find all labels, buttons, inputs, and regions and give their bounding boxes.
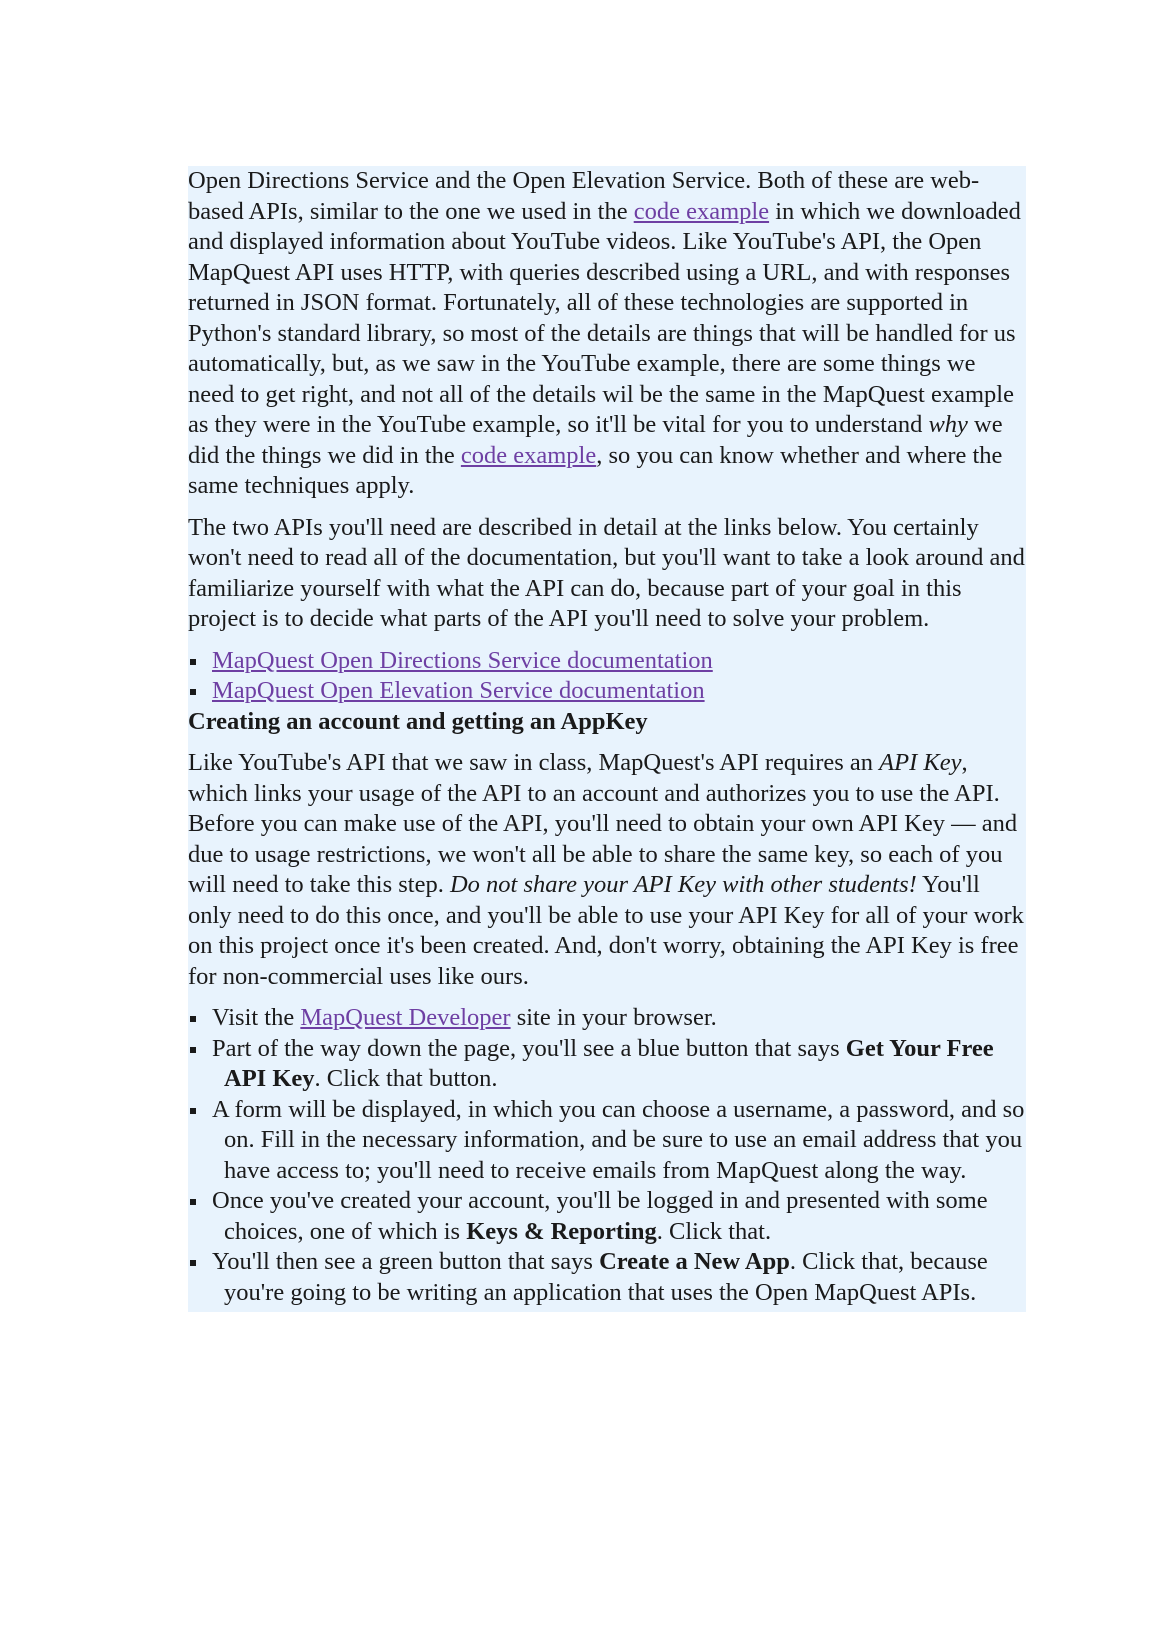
appkey-text-1: Like YouTube's API that we saw in class, MapQuest's API requires an <box>188 749 880 776</box>
document-body <box>188 166 1026 1312</box>
appkey-emphasis-api-key: API Key <box>879 749 962 776</box>
code-example-link-1[interactable]: code example <box>633 197 770 225</box>
directions-doc-link[interactable]: MapQuest Open Directions Service documentation <box>212 646 713 674</box>
appkey-warning: Do not share your API Key with other students! <box>449 871 917 898</box>
appkey-text-3: You'll only need to do this once, and you'll be able to use your API Key for all of your work on this project once it's been created. And, don't worry, obtaining the API Key is free for non-commercial uses like ours. <box>188 871 1024 990</box>
intro-text-4: , so you can know whether and where the same techniques apply. <box>188 441 1003 499</box>
section-heading: Creating an account and getting an AppKey <box>188 707 648 735</box>
list-item <box>188 676 1026 707</box>
intro-paragraph <box>188 166 1026 502</box>
list-item: A form will be displayed, in which you can choose a username, a password, and so on. Fill in the necessary information, and be sure to use an email address that you have access to; you'll need to receive emails from MapQuest along the way. <box>188 1095 1026 1187</box>
get-free-key-label: Get Your Free API Key <box>224 1034 994 1092</box>
list-item: Visit the MapQuest Developer site in your browser. <box>188 1003 1026 1034</box>
mapquest-developer-link[interactable]: MapQuest Developer <box>300 1004 511 1031</box>
keys-reporting-label: Keys & Reporting <box>466 1217 657 1245</box>
intro-text-3: we did the things we did in the <box>188 411 1003 469</box>
steps-list <box>188 1003 1026 1308</box>
square-bullet-icon <box>190 1199 196 1205</box>
square-bullet-icon <box>190 1108 196 1114</box>
square-bullet-icon <box>190 1260 196 1266</box>
code-example-link-2[interactable]: code example <box>460 441 597 469</box>
square-bullet-icon <box>190 1016 196 1022</box>
create-new-app-label: Create a New App <box>599 1248 790 1275</box>
elevation-doc-link[interactable]: MapQuest Open Elevation Service documentation <box>212 677 705 704</box>
appkey-paragraph <box>188 748 1026 992</box>
intro-emphasis-why: why <box>928 411 968 438</box>
intro-text-2: in which we downloaded and displayed information about YouTube videos. Like YouTube's API, the Open MapQuest API uses HTTP, with queries described using a URL, and with responses returned in JSON format. Fortunately, all of these technologies are supported in Python's standard library, so most of the details are things that will be handled for us automatically, but, as we saw in the YouTube example, there are some things we need to get right, and not all of the details wil be the same in the MapQuest example as they were in the YouTube example, so it'll be vital for you to understand <box>188 197 1021 438</box>
square-bullet-icon <box>190 1047 196 1053</box>
list-item: Once you've created your account, you'll be logged in and presented with some choices, one of which is Keys & Reporting. Click that. <box>188 1186 1026 1247</box>
square-bullet-icon <box>190 689 196 695</box>
list-item: You'll then see a green button that says Create a New App. Click that, because you're going to be writing an application that uses the Open MapQuest APIs. <box>188 1247 1026 1308</box>
doc-links-list <box>188 646 1026 707</box>
intro-text-1: Open Directions Service and the Open Elevation Service. Both of these are web-based APIs, similar to the one we used in the <box>188 167 980 225</box>
appkey-text-2: , which links your usage of the API to an account and authorizes you to use the API. Before you can make use of the API, you'll need to obtain your own API Key — and due to usage restrictions, we won't all be able to share the same key, so each of you will need to take this step. <box>188 749 1018 898</box>
square-bullet-icon <box>190 659 196 665</box>
apis-paragraph: The two APIs you'll need are described in detail at the links below. You certainly won't need to read all of the documentation, but you'll want to take a look around and familiarize yourself with what the API can do, because part of your goal in this project is to decide what parts of the API you'll need to solve your problem. <box>188 513 1025 632</box>
list-item <box>188 646 1026 677</box>
list-item: Part of the way down the page, you'll see a blue button that says Get Your Free API Key. Click that button. <box>188 1034 1026 1095</box>
